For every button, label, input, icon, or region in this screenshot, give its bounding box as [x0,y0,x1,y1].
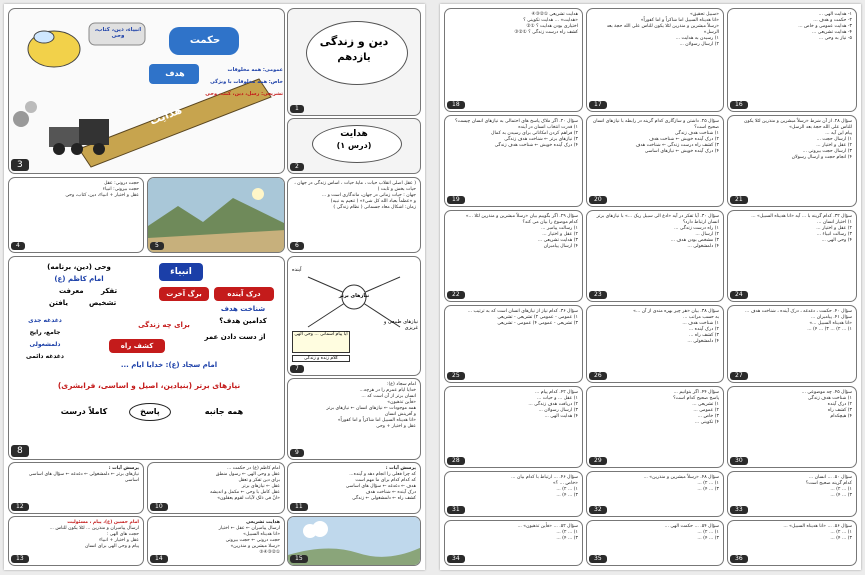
card-number: 9 [290,449,304,457]
card-36 [727,520,857,566]
card-number: 23 [589,291,607,299]
card-14 [147,516,285,566]
node-future: آینده [292,267,302,273]
card-text-title: پرسش آیات : [108,466,139,471]
card-text: سؤال ۴۸. «رسلاً مبشرین و منذرین» ... ۱) ... ۲) ... ۳) ... ۴) ... [643,475,719,492]
course-grade: یازدهم [337,52,371,63]
card-11 [287,462,421,514]
course-title: دین و زندگی [319,35,389,48]
card-number: 1 [290,105,304,113]
card-number: 27 [730,372,748,380]
card-text: نیازهای برتر ← دلمشغولی ← دغدغه ← سؤال های اساسی اساسی [28,472,139,483]
card-text: ( عقل اصلی انقلاب حیات ، مایهٔ حیات ، اساس زندگی در جهان ، حیات بخش و ثابت ) جهان : حیات زمانی در جهان، ماندگاری است و ... و «عظماً بعباد الله کل شیء» ( تنعیم به نبیه) زمان: اشکال معاد جسمانی ( نظام زندگی ) [294,181,416,210]
card-8 [8,256,285,460]
dagh2-label: جامع، رایج [29,329,61,336]
card-2 [287,118,421,174]
hedayat-label: هدایت [147,103,184,128]
card-26 [586,305,724,383]
anbia-badge: انبیاء [159,263,203,281]
card-text: «سبیل تحقیق» «انا هدیناه السبیل اما شاکراً و اما کفوراً» «رسلاً مبشرین و منذرین لئلا یکون للناس علی الله حجة بعد الرسل» ۱) رسیدن به هدایت ... ۲) ارسال رسولان ... [606,12,719,47]
card-text: سؤال ۲۸. از آن شرط «رسلاً مبشرین و منذرین لئلا یکون للناس علی الله حجة بعد الرسل» پیام این آیه ... ۱) ارسال حجت ... ۲) عقل و اختیار ... ۳) ارسال حجت بیرونی ... ۴) انجام حجت و ارسال رسولان [743,119,852,160]
card-33 [727,471,857,517]
card-number: 15 [290,555,308,563]
card-text: سؤال ۳۸. بیان «هر چیز بهره مندی از آن ...» به حسب مراتب ... ۱) شناخت هدف ... ۲) درک آینده ... ۳) کشف راه ... ۴) دلمشغولی ... [633,309,719,344]
node-natural-needs: نیازهای طبیعی و غریزی [383,319,418,331]
card-text: حجت درونی: عقل حجت بیرونی: انبیاء عقل و اختیار + انبیاء، دین، کتاب، وحی [65,181,139,198]
card-17 [586,8,724,112]
card-number: 21 [730,196,748,204]
sky-image [288,517,421,566]
card-number: 28 [447,457,465,465]
hekmat-label: حکمت [189,35,221,46]
card-number: 7 [290,365,304,373]
card-number: 16 [730,101,748,109]
card-6 [287,177,421,253]
right-page [440,4,861,570]
card-number: 11 [290,503,308,511]
card-text: سؤال ۳۲. کدام گزینه با ... آیه «انا هدیناه السبیل» ... ۱) اختیار انسان ... ۲) عقل و اختیار ... ۳) رسالت انبیاء ... ۴) وحی الهی ... [751,214,852,243]
card-number: 8 [11,445,29,457]
tafakkor-label: تفکر [101,287,118,295]
card-text: سؤال ۲۵. داشتن و سازگاری کدام گزینه در رابطه با نیازهای انسان صحیح است؟ ۱) شناخت هدف زندگی ۲) درک آینده خویش ← شناخت هدف ۳) کشف راه درست زندگی ← شناخت هدف ۴) درک آینده خویش ← نیازهای اساسی [592,119,719,154]
card-text: هدایت تشریعی ①②③④ «هدایت» ... هدایت تکوینی ؟ اختیاری بودن هدایت ؟ ①② کشف راه درست زندگی ؟ ①②③ [514,12,578,35]
card-number: 26 [589,372,607,380]
card-number: 13 [11,555,29,563]
card-number: 31 [447,506,465,514]
card-number: 36 [730,555,748,563]
card-text: سؤال ۵۴. ... حکمت الهی ... ۱) ... ۲) ... ۳) ... ۴) ... [664,524,719,541]
lesson-number: (درس ۱) [336,141,372,150]
card-number: 10 [150,503,168,511]
card-number: 19 [447,196,465,204]
card-12 [8,462,144,514]
lesson-title: هدایت [340,129,368,139]
marefat-label: معرفت [59,287,84,295]
card-text: سؤال ۳۰. آیا تفکر در آیه «ادع الی سبیل ربک ...» با نیازهای برتر انسان ارتباط دارد؟ ۱) راه درست زندگی ... ۲) ارسال ... ۳) مشخص بودن هدف ... ۴) دلمشغولی ... [596,214,719,249]
card-34 [444,520,583,566]
train-text-3: تشریعی: رسل، دین، کتب، وحی [205,91,283,97]
card-text: سؤال ۵۲. ... «فأین تذهبون» ... ۱) ... ۲) ... ۳) ... ۴) ... [517,524,578,541]
card-text: ۱- هدایت الهی ... ۲- حکمت و هدف ... ۳- هدایت عمومی و خاص ... ۴- هدایت تشریعی ... ۵- نیاز به وحی ... [798,12,852,41]
card-number: 6 [290,242,304,250]
card-5 [147,177,285,253]
kamel-label: کاملاً درست [60,407,108,416]
shenakht-label: شناخت هدف [220,305,266,313]
card-19 [444,115,583,207]
card-30 [727,386,857,468]
tashkhis-label: تشخیص [89,299,117,307]
hadaf-label: هدف [165,69,185,78]
card-number: 33 [730,506,748,514]
vahy-label: وحی (دین، برنامه) [47,263,111,271]
dagh4-label: دغدغه دائمی [26,353,64,360]
rah-label: از دست دادن عمر [204,333,266,341]
dagh3-label: دلمشغولی [29,341,61,348]
quote-box-2: کلام زنده و زندگی [292,355,350,362]
card-text: که چرا فعلی را انجام دهد و آینده... که کدام کدام برای ما مهم است هدف ← دغدغه ← سؤال های اساسی درک آینده ← شناخت هدف کشف راه ← دلمشغولی ← زندگی [345,472,416,501]
card-23 [586,210,724,302]
card-number: 25 [447,372,465,380]
train-text-1: عمومی: همه مخلوقات [227,67,283,73]
hame-label: همه جانبه [204,407,244,416]
card-number: 5 [150,242,164,250]
kashf-rah-badge: کشف راه [109,339,165,353]
card-18 [444,8,583,112]
card-21 [727,115,857,207]
card-16 [727,8,857,112]
quote-box: آیا پیام آسمانی ... وحی الهی [292,331,350,353]
imam-sajjad-label: امام سجاد (ع): خدایا ایام ... [120,361,218,369]
card-27 [727,305,857,383]
card-text: ارسال پیامبران و منذرین ... لئلا یکون للناس ... حجت های الهی : عقل و اختیار + انبیاء پیام و وحی الهی برای انسان [49,526,139,549]
card-35 [586,520,724,566]
kodam-label: کدامین هدف؟ [219,317,267,325]
card-text-title: پرسش آیات : [385,466,416,471]
card-text: ارسال پیامبران ← عقل ← اختیار «انا هدیناه السبیل» حجت درونی ← حجت بیرونی «رسلا مبشرین و منذرین» ①②③④⑤ [218,526,280,555]
card-22 [444,210,583,302]
card-number: 35 [589,555,607,563]
card-text: امام سجاد (ع): خدایا ایام عمرم را در هرچه... انسان برتر از آن است که ... «فأین تذهبون» همه موجودات ← نیازهای انسان ← نیازهای برتر و آفرینش انسان «انا هدیناه السبیل اما شاکراً و اما کفوراً» عقل و اختیار + وحی [326,382,416,429]
card-number: 3 [11,159,29,171]
card-text-title: امام حسین (ع)، پیام ، مسئولیت [67,520,139,525]
landscape-image [148,178,285,253]
card-text: سؤال ۴۴. اگر بتوانیم ... پاسخ صحیح کدام است؟ ۱) تشریعی ... ۲) عمومی ... ۳) خاص ... ۴) تکوینی ... [673,390,719,425]
imam-kazem-label: امام کاظم (ع) [54,275,104,283]
card-number: 17 [589,101,607,109]
card-number: 29 [589,457,607,465]
card-31 [444,471,583,517]
card-number: 30 [730,457,748,465]
card-29 [586,386,724,468]
card-number: 18 [447,101,465,109]
niaz-label: نیازهای برتر (بنیادین، اصیل و اساسی، فرابشری) [57,381,241,390]
card-number: 4 [11,242,25,250]
card-7 [287,256,421,376]
card-number: 12 [11,503,29,511]
card-text: سؤال ۲۹. اگر بگوییم بیان «رسلاً مبشرین و منذرین لئلا ...» کدام موضوع را بیان می کند؟ ۱) رسالت پیامبر ... ۲) عقل و اختیار ... ۳) هدایت تشریعی ... ۴) ارسال پیامبران [465,214,578,249]
card-4 [8,177,144,253]
card-text: سؤال ۵۰. ... انسان ... کدام گزینه صحیح است؟ ۱) ... ۲) ... ۳) ... ۴) ... [805,475,852,498]
card-number: 24 [730,291,748,299]
card-number: 14 [150,555,168,563]
card-text: سؤال ۴۶. ... ارتباط با کدام بیان ... «خاص ... ؟» ۱) ... ۲) ... ۳) ... ۴) ... [511,475,578,498]
card-text: سؤال ۵۶. ... «انا هدیناه السبیل» ... ۱) ... ۲) ... ۳) ... ۴) ... [783,524,852,541]
zendegi-label: برای چه زندگی [138,321,190,329]
card-text: سؤال ۴۰. حکمت ، دغدغه ، درک آینده ، شناخت هدف ... سؤال ۴۱. پیامبران ... «انا هدیناه السبیل ...» ۱) ... ۲) ... ۳) ... ۴) ... [744,309,852,332]
card-number: 34 [447,555,465,563]
card-number: 22 [447,291,465,299]
card-9 [287,378,421,460]
train-text-2: خاص: همه مخلوقات با ویژگی [210,79,283,85]
card-3 [8,8,285,174]
card-text: سؤال ۴۲. کدام پیام ... ۱) عقل ... و حیات ... ۲) دریافت هدف زندگی ... ۳) ارسال رسولان ... ۴) هدایت الهی ... [528,390,578,419]
card-number: 2 [290,163,304,171]
card-28 [444,386,583,468]
barg-akherat-badge: برگ آخرت [159,287,209,301]
card-text: امام کاظم (ع) در حکمت ... عقل و وحی الهی ← رسول منطق برای دین تفکر و تعقل عقل ← نیازهای برتر عقل کامل با وحی ← مکمل و اندیشه «انّ فی ذلک لآیات لقوم یعقلون» [210,466,280,501]
card-text: سؤال ۴۵. چه موضوعی ... ۱) شناخت هدف زندگی ۲) درک آینده ۳) کشف راه ۴) هیچکدام [801,390,852,419]
card-text: سؤال ۲۰. اگر ملاک پاسخ های احتمالی به نیازهای انسان چیست؟ ۱) قدرت انتخاب انسان در آینده ۲) فراهم کردن امکاناتی برای رسیدن به کمال ۳) نیازهای برتر ← شناخت هدف زندگی ۴) درک آینده خویش ← شناخت هدف زندگی [455,119,578,148]
dagh1-label: دغدغه جدی [28,317,62,324]
pasokh-label: پاسخ [129,403,171,421]
center-needs-label: نیازهای برتر [338,293,370,299]
card-text: سؤال ۳۶. کدام نیاز از نیازهای انسان است که به ترتیب ... ۱) عمومی - عمومی ۲) تشریعی - تشریعی ۳) تشریعی - عمومی ۴) عمومی - تشریعی [467,309,578,326]
dark-ayande-badge: درک آینده [214,287,274,301]
card-10 [147,462,285,514]
yaftan-label: یافتن [49,299,68,307]
card-15 [287,516,421,566]
card-24 [727,210,857,302]
card-32 [586,471,724,517]
left-page [4,4,425,570]
card-number: 32 [589,506,607,514]
card-20 [586,115,724,207]
card-1 [287,8,421,116]
chain-title: انبیاء، دین، کتاب، وحی [94,27,142,39]
card-number: 20 [589,196,607,204]
card-text-title: هدایت تشریعی [246,520,280,525]
card-13 [8,516,144,566]
card-25 [444,305,583,383]
